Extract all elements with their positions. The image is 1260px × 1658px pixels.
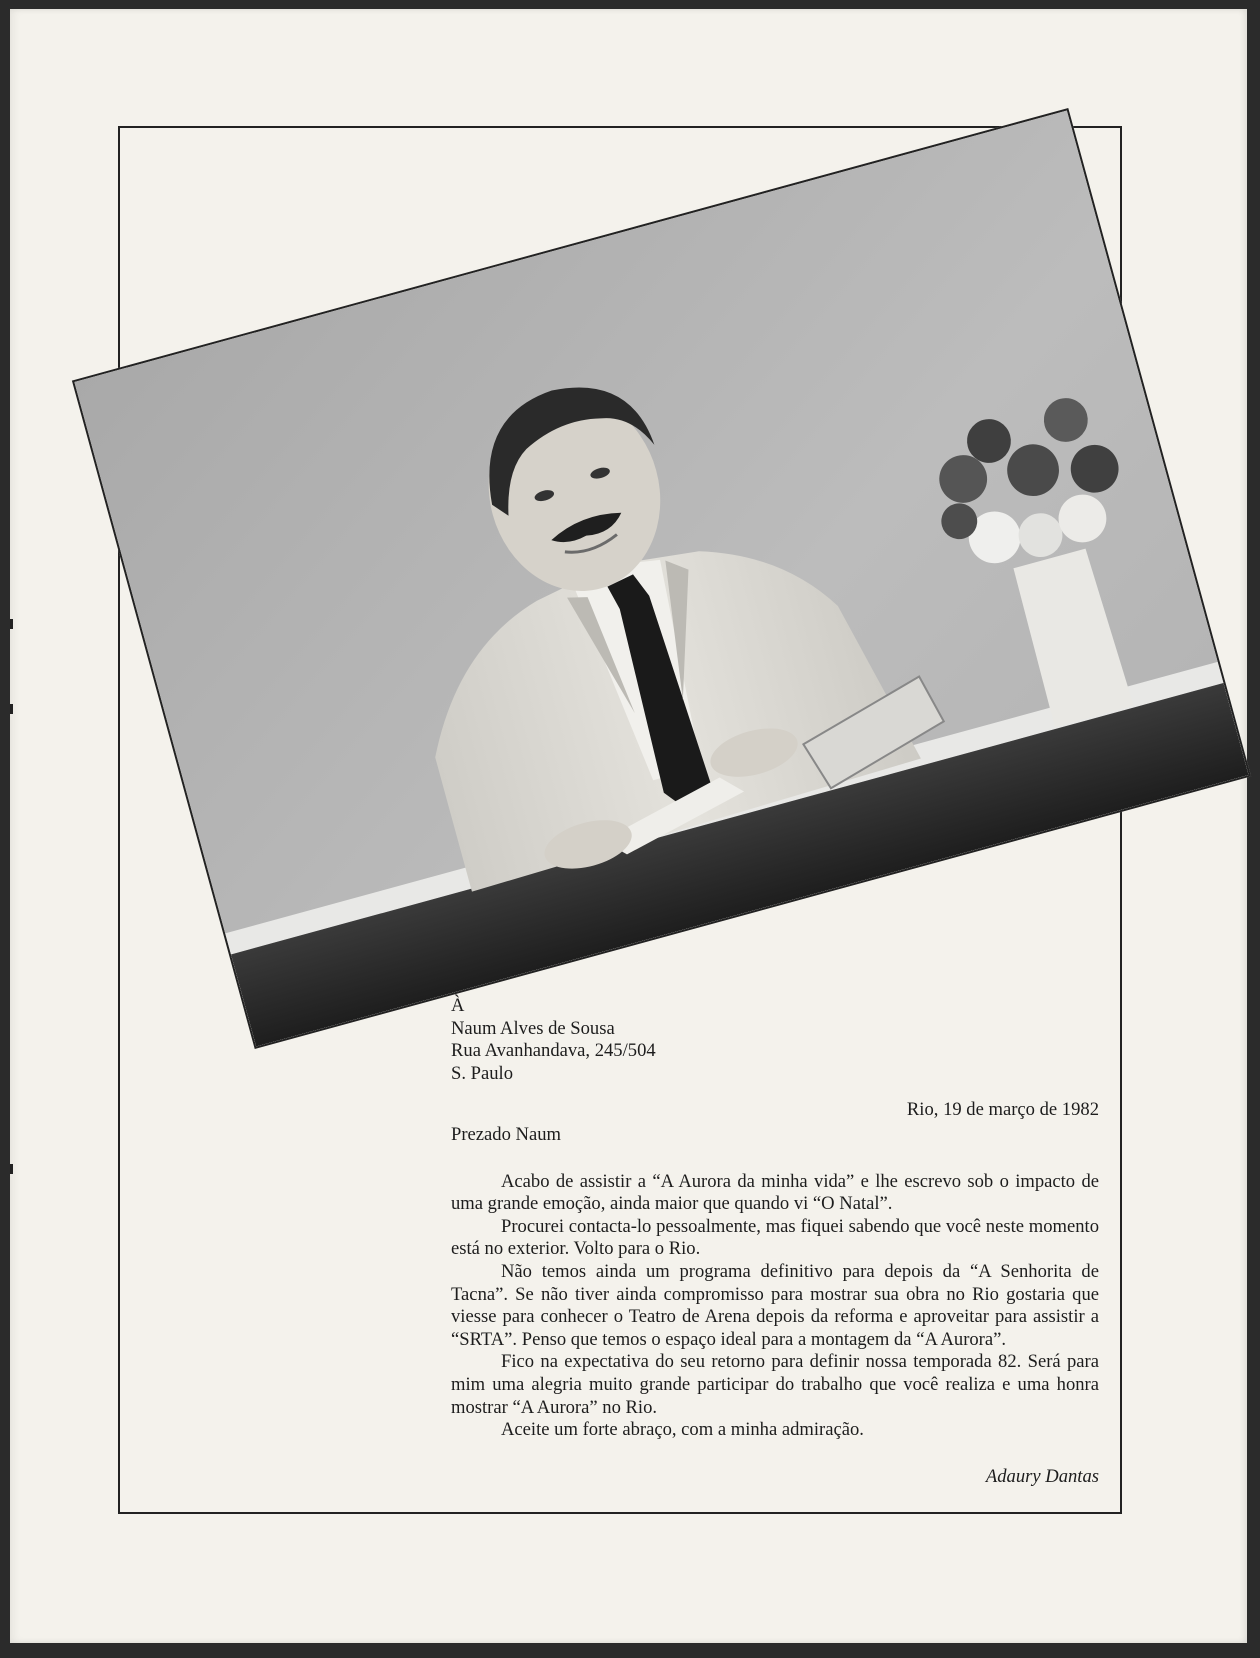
binding-mark bbox=[10, 1164, 13, 1174]
paragraph: Fico na expectativa do seu retorno para definir nossa temporada 82. Será para mim uma alegria muito grande participar do trabalho que você realiza e uma honra mostrar “A Aurora” no Rio. bbox=[451, 1351, 1099, 1418]
letter-date: Rio, 19 de março de 1982 bbox=[906, 1099, 1099, 1121]
paragraph: Acabo de assistir a “A Aurora da minha vida” e lhe escrevo sob o impacto de uma grande emoção, ainda maior que quando vi “O Natal”. bbox=[451, 1170, 1099, 1215]
paragraph: Não temos ainda um programa definitivo para depois da “A Senhorita de Tacna”. Se não tiver ainda compromisso para mostrar sua obra no Rio gostaria que viesse para conhecer o Teatro de Arena depois da reforma e aproveitar para assistir a “SRTA”. Penso que temos o espaço ideal para a montagem da “A Aurora”. bbox=[451, 1260, 1099, 1350]
paragraph: Procurei contacta-lo pessoalmente, mas fiquei sabendo que você neste momento está no exterior. Volto para o Rio. bbox=[451, 1215, 1099, 1260]
recipient-prefix: À bbox=[451, 995, 465, 1016]
binding-mark bbox=[10, 619, 13, 629]
recipient-name: Naum Alves de Sousa bbox=[451, 1017, 615, 1039]
recipient-street: Rua Avanhandava, 245/504 bbox=[451, 1040, 656, 1062]
letter bbox=[451, 995, 1099, 1488]
recipient-city: S. Paulo bbox=[451, 1062, 513, 1084]
salutation: Prezado Naum bbox=[451, 1123, 561, 1145]
paragraph: Aceite um forte abraço, com a minha admiração. bbox=[501, 1419, 864, 1441]
binding-mark bbox=[10, 704, 13, 714]
signature: Adaury Dantas bbox=[985, 1465, 1099, 1487]
